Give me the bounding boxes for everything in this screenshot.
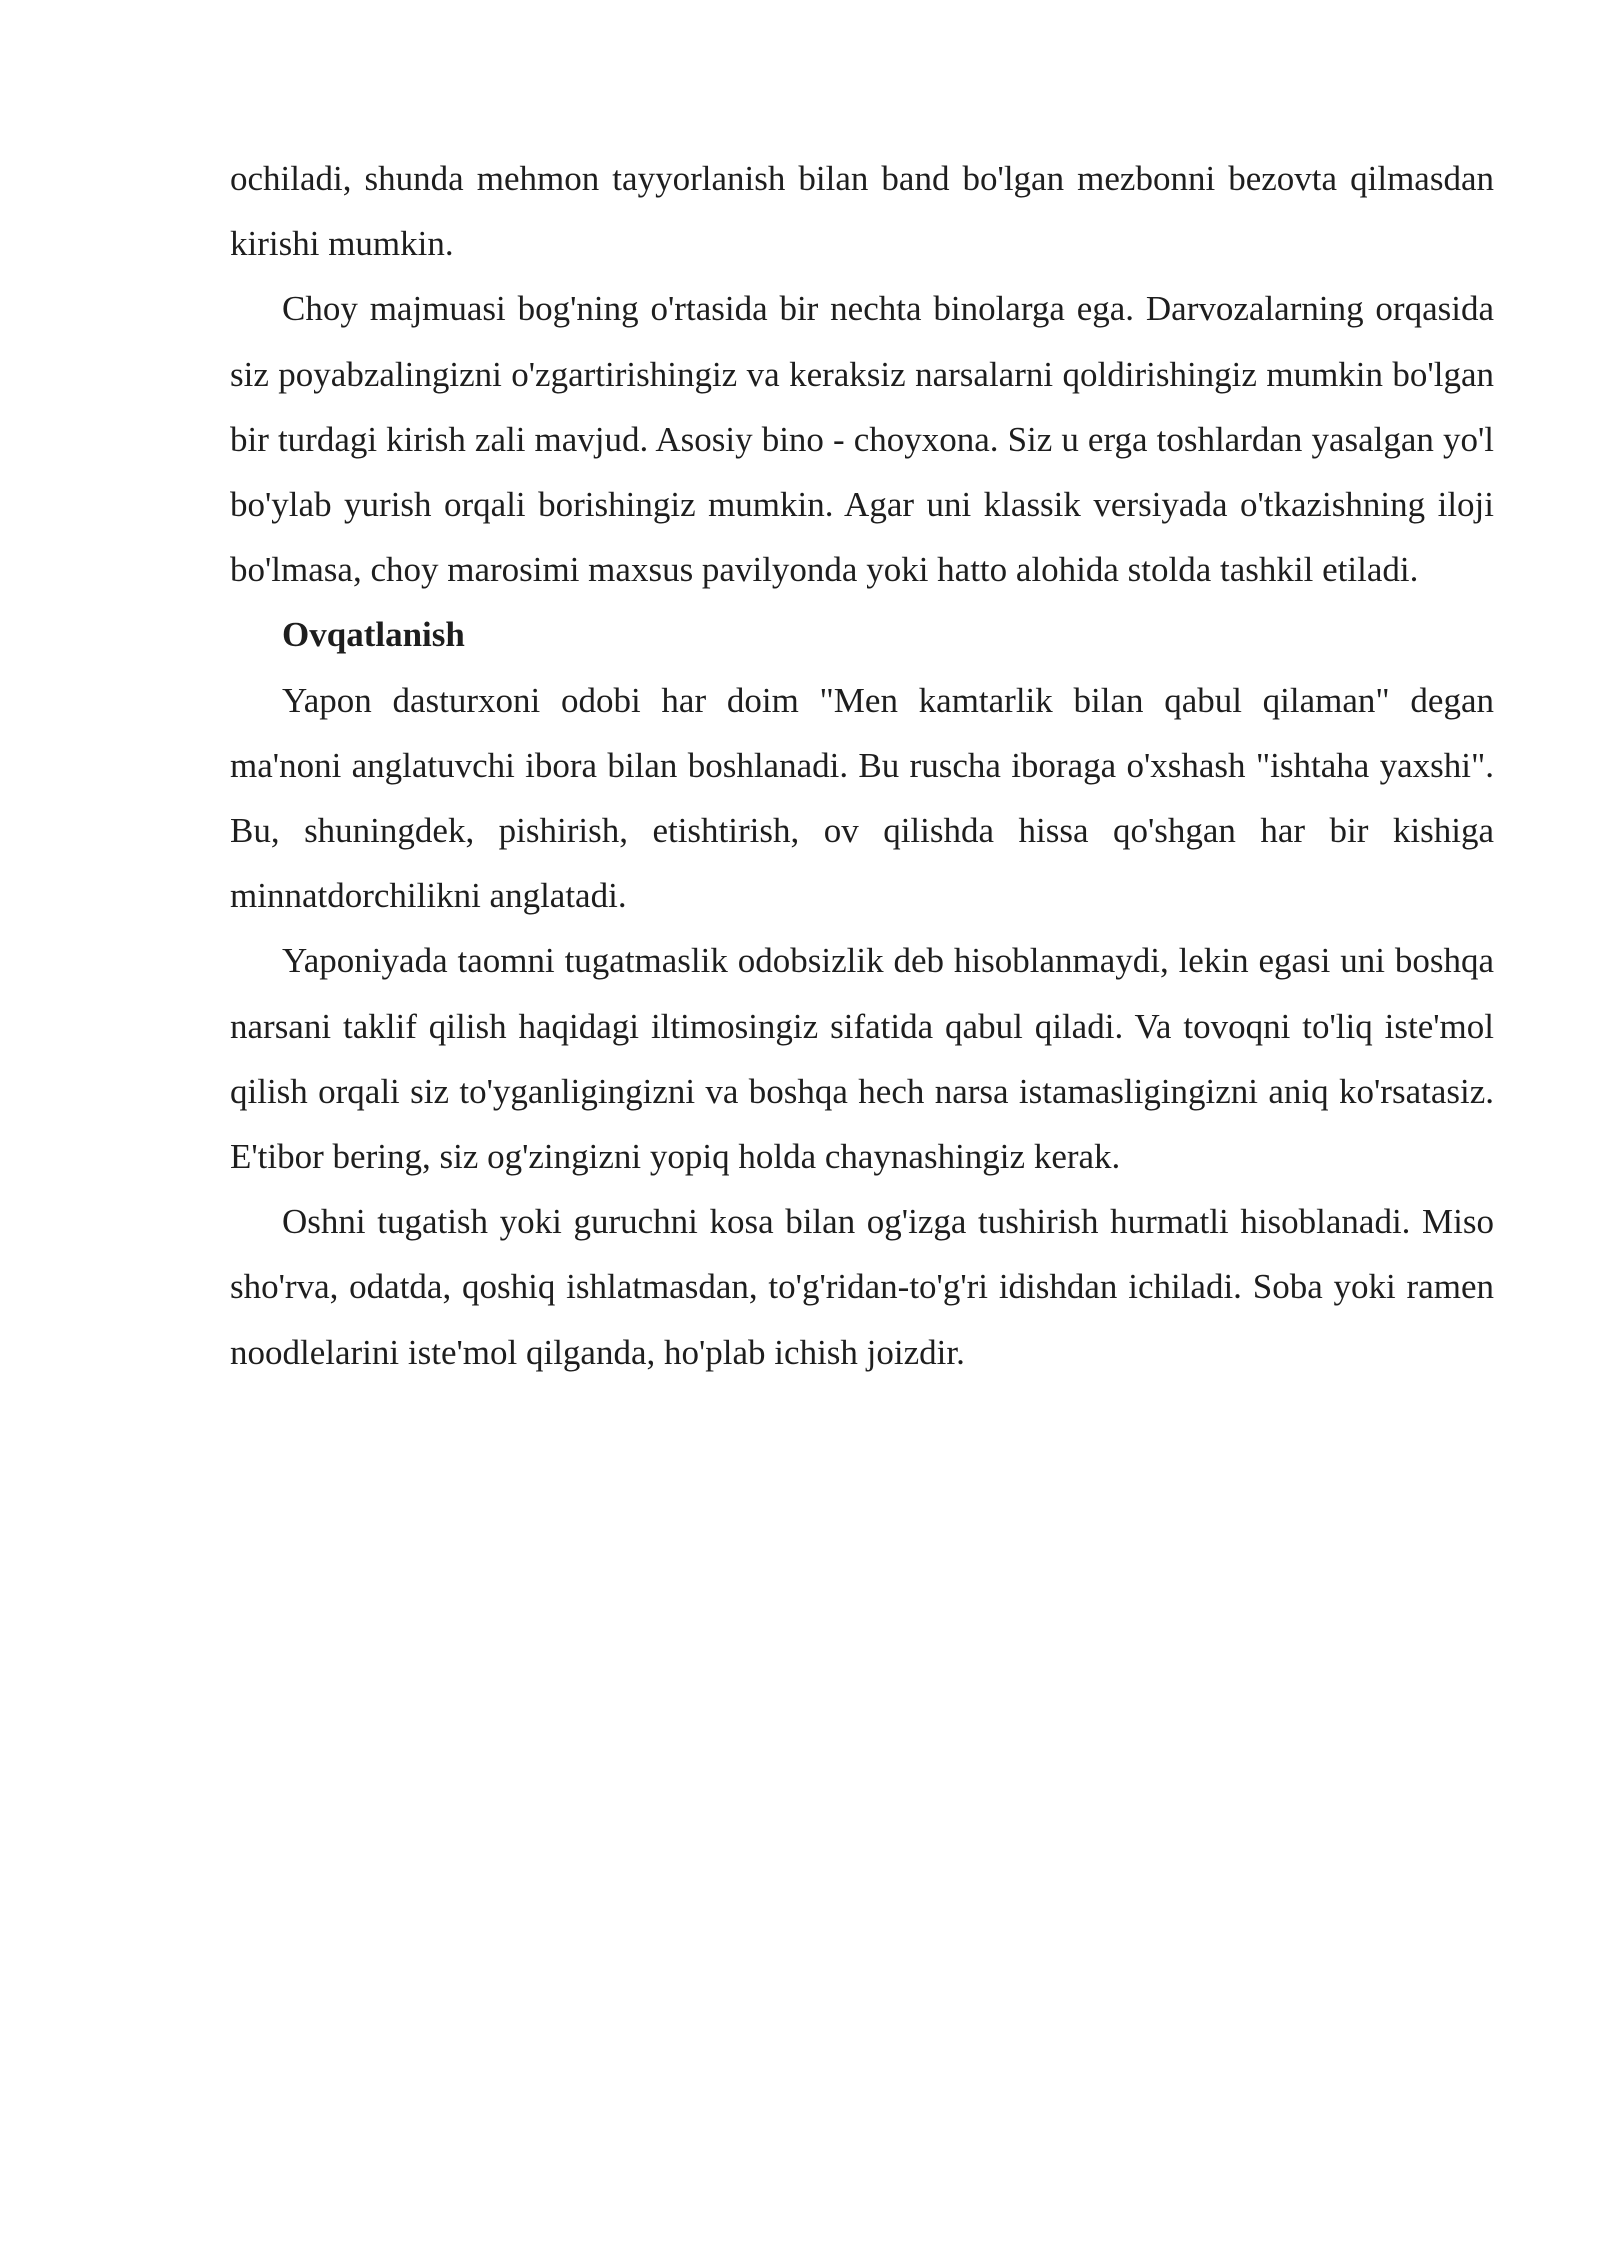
- body-text: [230, 146, 1494, 1385]
- section-heading: Ovqatlanish: [282, 615, 465, 655]
- paragraph-finishing-food: Yaponiyada taomni tugatmaslik odobsizlik deb hisoblanmaydi, lekin egasi uni boshqa narsani taklif qilish haqidagi iltimosingiz sifatida qabul qiladi. Va tovoqni to'liq iste'mol qilish orqali siz to'yganligingizni va boshqa hech narsa istamasligingizni aniq ko'rsatasiz. E'tibor bering, siz og'zingizni yopiq holda chaynashingiz kerak.: [230, 941, 1494, 1177]
- paragraph-table-etiquette: Yapon dasturxoni odobi har doim "Men kamtarlik bilan qabul qilaman" degan ma'noni anglatuvchi ibora bilan boshlanadi. Bu ruscha iboraga o'xshash "ishtaha yaxshi". Bu, shuningdek, pishirish, etishtirish, ov qilishda hissa qo'shgan har bir kishiga minnatdorchilikni anglatadi.: [230, 680, 1494, 916]
- paragraph-tea-complex: Choy majmuasi bog'ning o'rtasida bir nechta binolarga ega. Darvozalarning orqasida siz poyabzalingizni o'zgartirishingiz va keraksiz narsalarni qoldirishingiz mumkin bo'lgan bir turdagi kirish zali mavjud. Asosiy bino - choyxona. Siz u erga toshlardan yasalgan yo'l bo'ylab yurish orqali borishingiz mumkin. Agar uni klassik versiyada o'tkazishning iloji bo'lmasa, choy marosimi maxsus pavilyonda yoki hatto alohida stolda tashkil etiladi.: [230, 289, 1494, 590]
- paragraph-continuation: ochiladi, shunda mehmon tayyorlanish bilan band bo'lgan mezbonni bezovta qilmasdan kirishi mumkin.: [230, 159, 1494, 264]
- paragraph-soup-noodles: Oshni tugatish yoki guruchni kosa bilan og'izga tushirish hurmatli hisoblanadi. Miso sho'rva, odatda, qoshiq ishlatmasdan, to'g'ridan-to'g'ri idishdan ichiladi. Soba yoki ramen noodlelarini iste'mol qilganda, ho'plab ichish joizdir.: [230, 1202, 1494, 1372]
